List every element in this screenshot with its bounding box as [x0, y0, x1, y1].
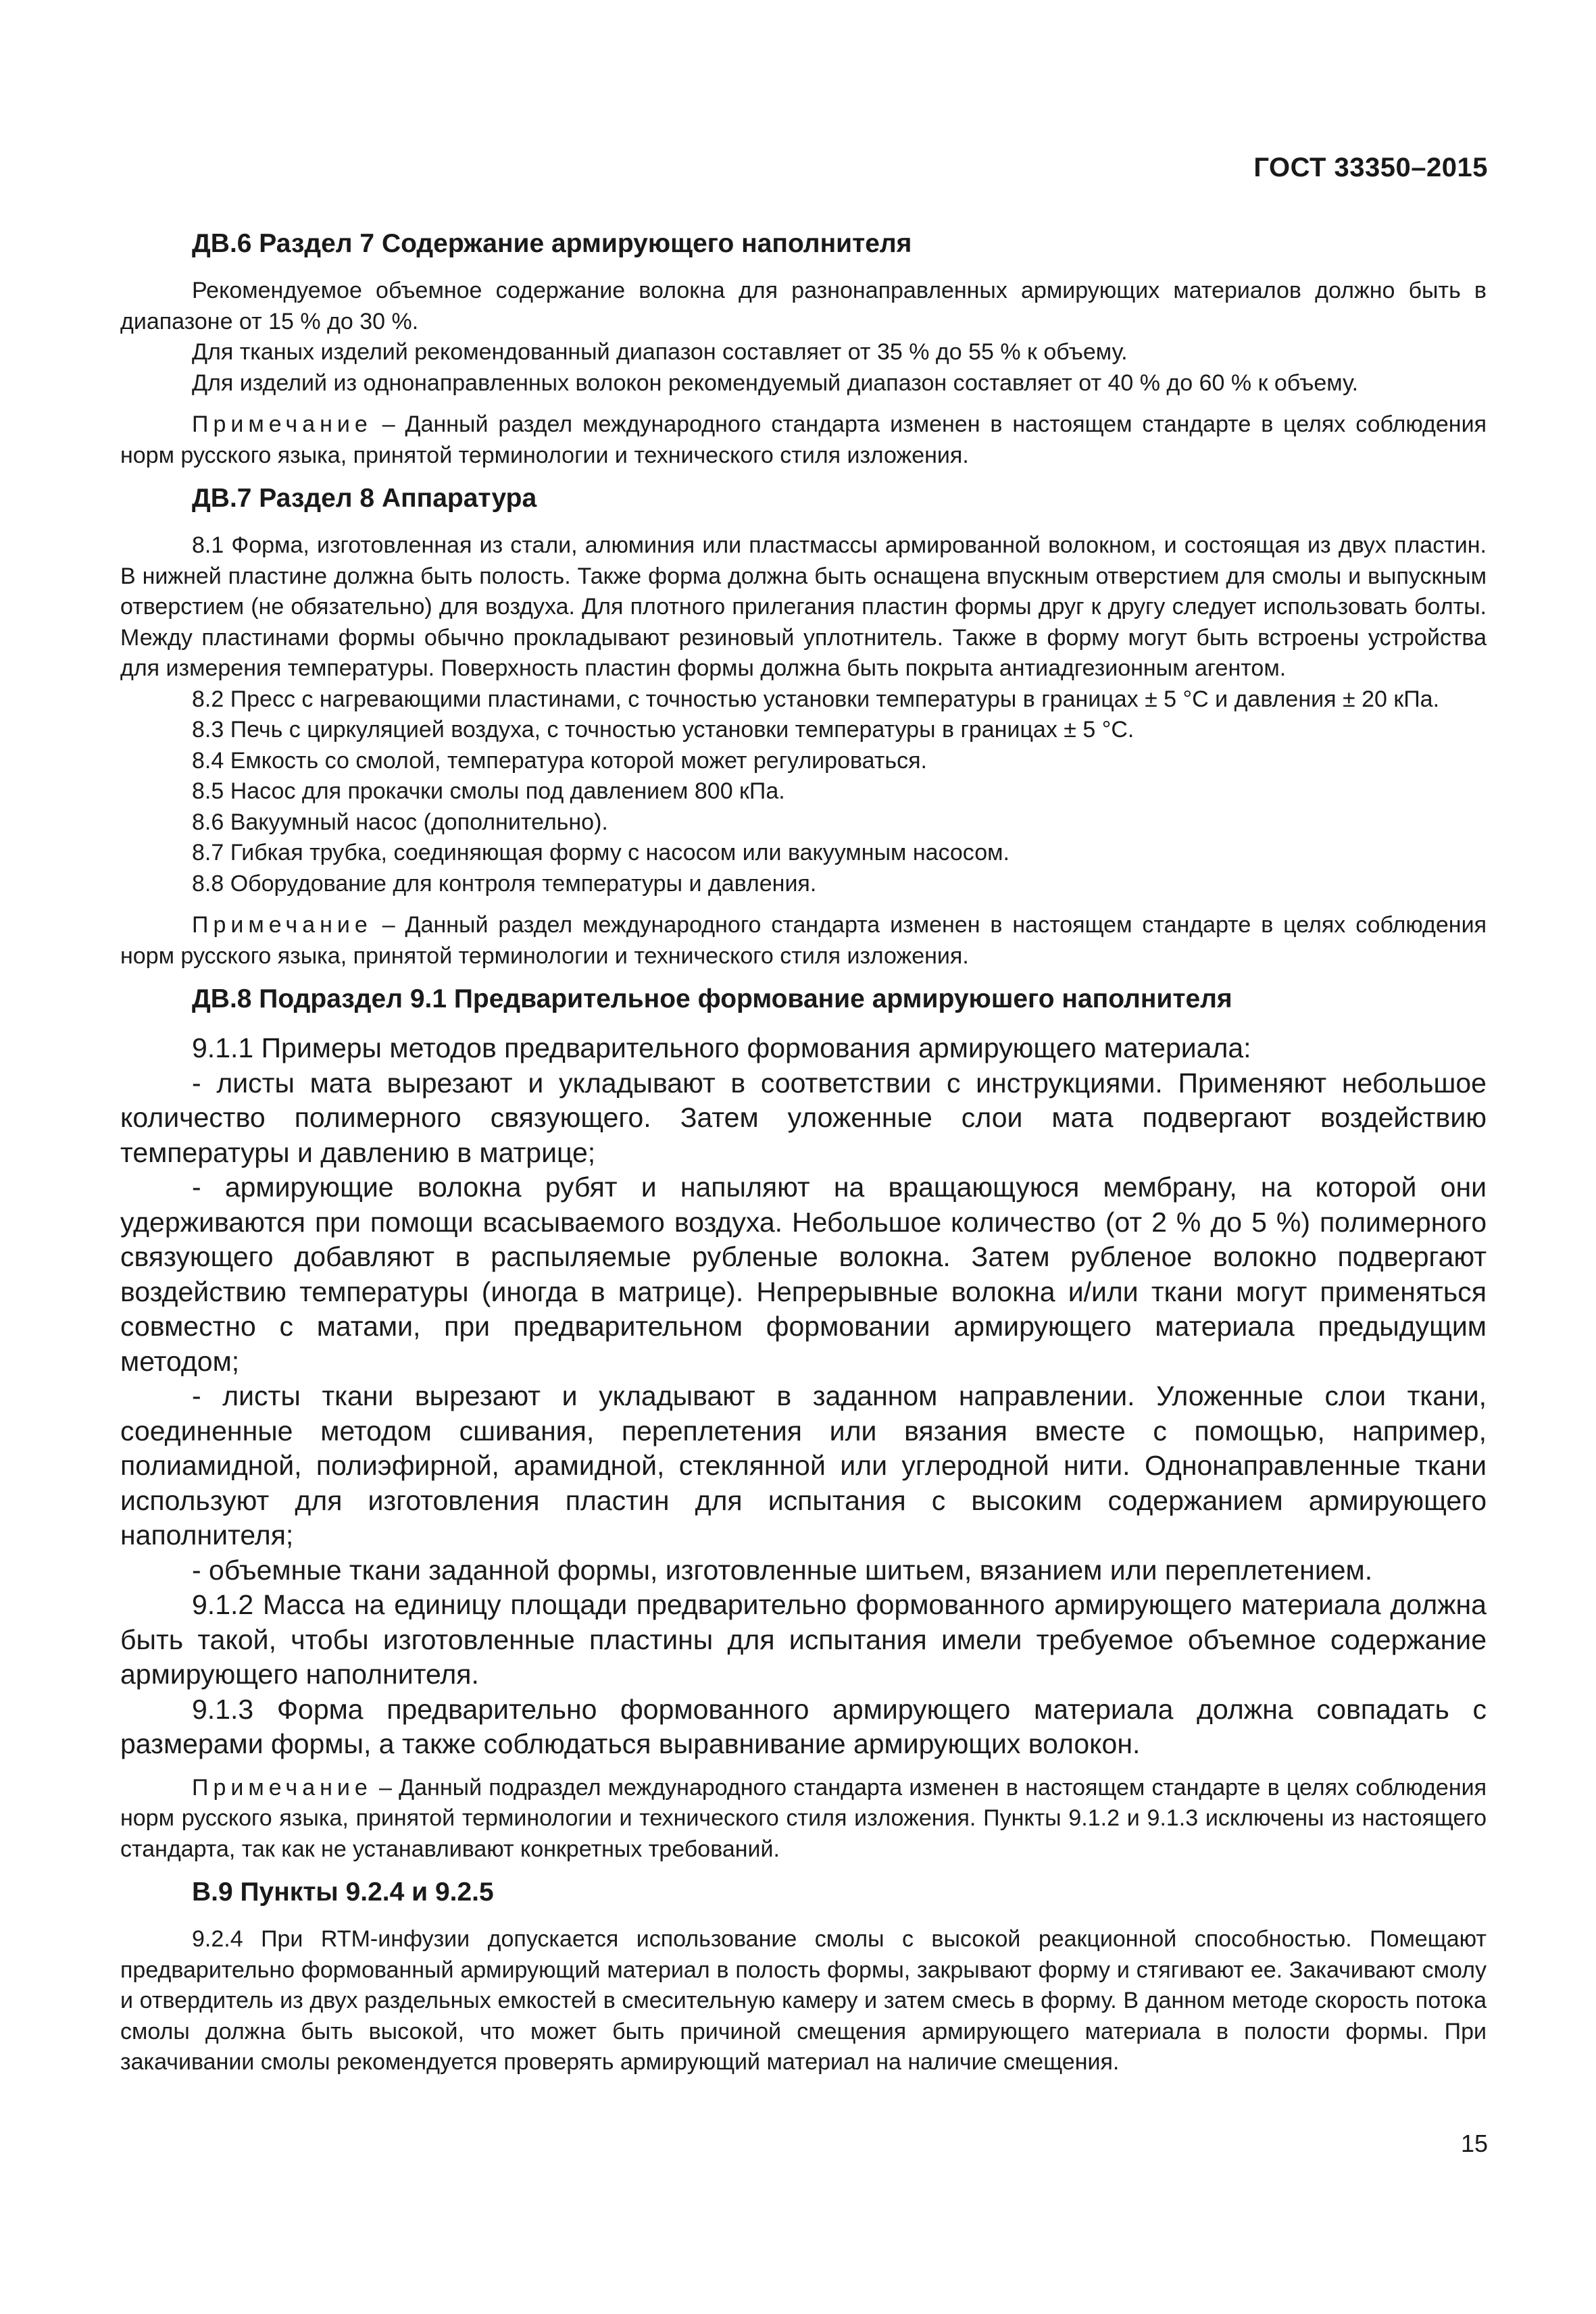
paragraph: 8.3 Печь с циркуляцией воздуха, с точностью установки температуры в границах ± 5 °С. — [192, 717, 1134, 743]
note — [120, 910, 1487, 972]
paragraph: Для изделий из однонаправленных волокон рекомендуемый диапазон составляет от 40 % до 60 % к объему. — [192, 370, 1359, 396]
paragraph: 9.1.3 Форма предварительно формованного армирующего материала должна совпадать с размерами формы, а также соблюдаться выравнивание армирующих волокон. — [120, 1693, 1487, 1759]
standard-code: ГОСТ 33350–2015 — [1253, 153, 1488, 182]
paragraph: Рекомендуемое объемное содержание волокна для разнонаправленных армирующих материалов должно быть в диапазоне от 15 % до 30 %. — [120, 278, 1487, 334]
paragraph: - листы мата вырезают и укладывают в соответствии с инструкциями. Применяют небольшое количество полимерного связующего. Затем уложенные слои мата подвергают воздействию температуры и давлению в матрице; — [120, 1067, 1487, 1168]
paragraph: - объемные ткани заданной формы, изготовленные шитьем, вязанием или переплетением. — [192, 1554, 1373, 1586]
paragraph: 8.1 Форма, изготовленная из стали, алюминия или пластмассы армированной волокном, и состоящая из двух пластин. В нижней пластине должна быть полость. Также форма должна быть оснащена впускным отверстием для смолы и выпускным отверстием (не обязательно) для воздуха. Для плотного прилегания пластин формы друг к другу следует использовать болты. Между пластинами формы обычно прокладывают резиновый уплотнитель. Также в форму могут быть встроены устройства для измерения температуры. Поверхность пластин формы должна быть покрыта антиадгезионным агентом. — [120, 532, 1487, 681]
note — [120, 409, 1487, 471]
section-heading: ДВ.6 Раздел 7 Содержание армирующего наполнителя — [192, 229, 912, 258]
paragraph: 8.7 Гибкая трубка, соединяющая форму с насосом или вакуумным насосом. — [192, 840, 1009, 865]
section-heading: ДВ.8 Подраздел 9.1 Предварительное формование армируюшего наполнителя — [192, 984, 1232, 1013]
paragraph: Для тканых изделий рекомендованный диапазон составляет от 35 % до 55 % к объему. — [192, 339, 1128, 365]
paragraph: 8.4 Емкость со смолой, температура которой может регулироваться. — [192, 747, 927, 774]
page-number: 15 — [1460, 2130, 1488, 2157]
section-heading: В.9 Пункты 9.2.4 и 9.2.5 — [192, 1878, 494, 1907]
note-label: Примечание — [192, 912, 372, 938]
note — [120, 1773, 1487, 1865]
note-text: – Данный подраздел международного стандарта изменен в настоящем стандарте в целях соблюдения норм русского языка, принятой терминологии и технического стиля изложения. Пункты 9.1.2 и 9.1.3 исключены из настоящего стандарта, так как не устанавливают конкретных требований. — [120, 1774, 1487, 1862]
paragraph: 8.2 Пресс с нагревающими пластинами, с точностью установки температуры в границах ± 5 °С и давления ± 20 кПа. — [192, 686, 1440, 712]
paragraph: - листы ткани вырезают и укладывают в заданном направлении. Уложенные слои ткани, соединенные методом сшивания, переплетения или вязания вместе с помощью, например, полиамидной, полиэфирной, арамидной, стеклянной или углеродной нити. Однонаправленные ткани используют для изготовления пластин для испытания с высоким содержанием армирующего наполнителя; — [120, 1380, 1487, 1551]
note-label: Примечание — [192, 411, 372, 437]
note-label: Примечание — [192, 1774, 372, 1801]
paragraph: 9.1.1 Примеры методов предварительного формования армирующего материала: — [192, 1032, 1251, 1063]
paragraph: - армирующие волокна рубят и напыляют на вращающуюся мембрану, на которой они удерживаются при помощи всасываемого воздуха. Небольшое количество (от 2 % до 5 %) полимерного связующего добавляют в распыляемые рубленые волокна. Затем рубленое волокно подвергают воздействию температуры (иногда в матрице). Непрерывные волокна и/или ткани могут применяться совместно с матами, при предварительном формовании армирующего материала предыдущим методом; — [120, 1172, 1487, 1377]
paragraph: 8.6 Вакуумный насос (дополнительно). — [192, 809, 608, 835]
page-content — [120, 227, 1487, 2078]
paragraph: 8.8 Оборудование для контроля температуры и давления. — [192, 870, 817, 897]
paragraph: 9.2.4 При RTM-инфузии допускается использование смолы с высокой реакционной способностью. Помещают предварительно формованный армирующий материал в полость формы, закрывают форму и стягивают ее. Закачивают смолу и отвердитель из двух раздельных емкостей в смесительную камеру и затем смесь в форму. В данном методе скорость потока смолы должна быть высокой, что может быть причиной смещения армирующего материала в полости формы. При закачивании смолы рекомендуется проверять армирующий материал на наличие смещения. — [120, 1926, 1487, 2075]
paragraph: 9.1.2 Масса на единицу площади предварительно формованного армирующего материала должна быть такой, чтобы изготовленные пластины для испытания имели требуемое объемное содержание армирующего наполнителя. — [120, 1589, 1487, 1690]
section-heading: ДВ.7 Раздел 8 Аппаратура — [192, 484, 537, 513]
note-text: – Данный раздел международного стандарта изменен в настоящем стандарте в целях соблюдения норм русского языка, принятой терминологии и технического стиля изложения. — [120, 411, 1487, 468]
paragraph: 8.5 Насос для прокачки смолы под давлением 800 кПа. — [192, 778, 785, 804]
note-text: – Данный раздел международного стандарта изменен в настоящем стандарте в целях соблюдения норм русского языка, принятой терминологии и технического стиля изложения. — [120, 912, 1487, 969]
